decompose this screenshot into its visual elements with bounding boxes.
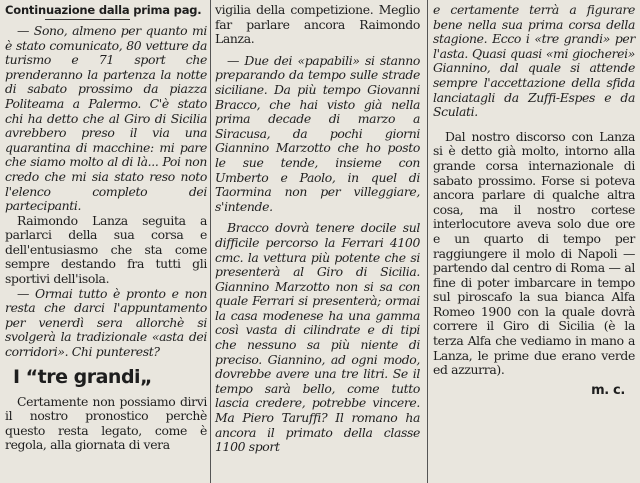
article-column-2 <box>212 0 424 483</box>
paragraph: — Due dei «papabili» si stanno preparando da tempo sulle strade siciliane. Da più tempo Giovanni Bracco, che hai visto già nella prima decade di marzo a Siracusa, da pochi giorni Giannino Marzotto che ho posto le sue tende, insieme con Umberto e Paolo, in quel di Taormina non per villeggiare, s'intende. <box>215 52 420 214</box>
paragraph: Dal nostro discorso con Lanza si è detto già molto, intorno alla grande corsa internazionale di sabato prossimo. Forse si poteva ancora parlare di qualche altra cosa, ma il nostro cortese interlocutore aveva solo due ore e un quarto di tempo per raggiungere il molo di Napoli — partendo dal centro di Roma — al fine di poter imbarcare in tempo sul piroscafo la sua bianca Alfa Romeo 1900 con la quale dovrà correre il Giro di Sicilia (è la terza Alfa che vediamo in mano a Lanza, le prime due erano verde ed azzurra). <box>433 128 635 378</box>
paragraph: Bracco dovrà tenere docile sul difficile percorso la Ferrari 4100 cmc. la vettura più potente che si presenterà al Giro di Sicilia. Giannino Marzotto non si sa con quale Ferrari si presenterà; ormai la casa modenese ha una gamma così vasta di cilindrate e di tipi che nessuno sa più niente di preciso. Giannino, ad ogni modo, dovrebbe avere una tre litri. Se il tempo sarà bello, come tutto lascia credere, potrebbe vincere. Ma Piero Taruffi? Il romano ha ancora il primato della classe 1100 sport <box>215 220 420 455</box>
paragraph: Raimondo Lanza seguita a parlarci della sua corsa e dell'entusiasmo che sta come sempre destando fra tutti gli sportivi dell'isola. <box>5 212 207 287</box>
continued-label: Continuazione dalla prima pag. <box>5 3 202 17</box>
paragraph: — Sono, almeno per quanto mi è stato comunicato, 80 vetture da turismo e 71 sport che prenderanno la partenza la notte di sabato prossimo da piazza Politeama a Palermo. C'è stato chi ha detto che al Giro di Sicilia avrebbero preso il via una quarantina di macchine: mi pare che siamo molto al di là... Poi non credo che mi sia stato reso noto l'elenco completo dei partecipanti. <box>5 22 207 214</box>
paragraph: Certamente non possiamo dirvi il nostro pronostico perchè questo resta legato, come è regola, alla giornata di vera <box>5 393 207 453</box>
column-divider <box>427 0 428 483</box>
section-headline: I “tre grandi„ <box>13 365 153 388</box>
article-column-1 <box>3 0 209 483</box>
heading-underline <box>45 19 130 20</box>
paragraph: e certamente terrà a figurare bene nella sua prima corsa della stagione. Ecco i «tre grandi» per l'asta. Quasi quasi «mi giocherei» Giannino, dal quale si attende sempre l'accettazione della sfida lanciatagli da Zuffi-Espes e da Sculati. <box>433 2 635 120</box>
column-divider <box>210 0 211 483</box>
author-signature: m. c. <box>591 382 625 398</box>
paragraph: vigilia della competizione. Meglio far parlare ancora Raimondo Lanza. <box>215 2 420 47</box>
article-column-3 <box>430 0 638 483</box>
paragraph: — Ormai tutto è pronto e non resta che darci l'appuntamento per venerdì sera allorchè si svolgerà la tradizionale «asta dei corridori». Chi punterest? <box>5 285 207 360</box>
